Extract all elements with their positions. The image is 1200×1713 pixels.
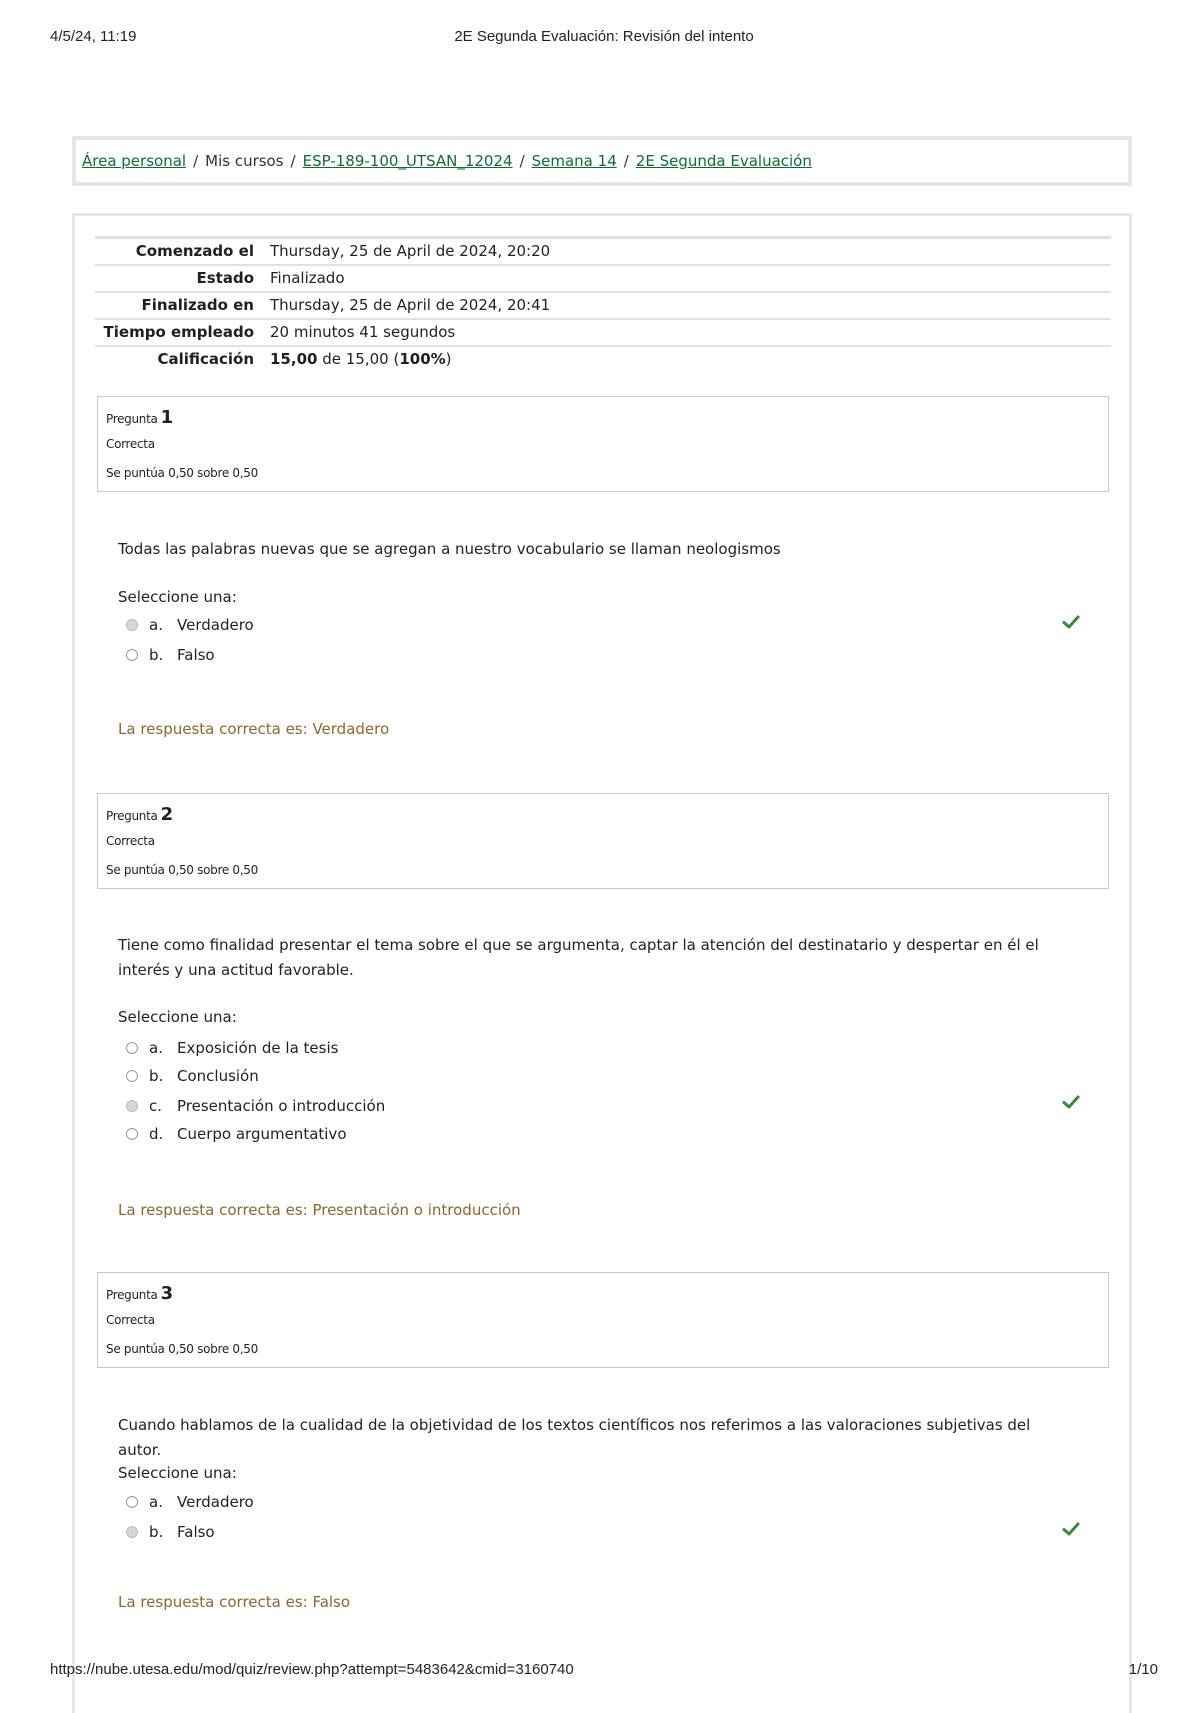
summary-row-finished [95,292,1111,319]
option-label: Conclusión [177,1067,259,1085]
print-page-number: 1/10 [1128,1661,1158,1678]
print-datetime: 4/5/24, 11:19 [50,28,137,45]
option-label: Verdadero [177,616,254,634]
summary-value: Finalizado [270,269,345,287]
question-3-text: Cuando hablamos de la cualidad de la objetividad de los textos científicos nos referimos a las valoraciones subjetivas del autor. [118,1416,1031,1459]
question-2-right-answer: La respuesta correcta es: Presentación o introducción [118,1201,521,1219]
option-label: Falso [177,646,215,664]
summary-row-time [95,319,1111,346]
summary-value [254,346,1111,372]
question-3-info [97,1272,1109,1368]
question-3-prompt: Seleccione una: [118,1464,237,1482]
question-label: Pregunta [106,412,158,426]
breadcrumb-course[interactable]: ESP-189-100_UTSAN_12024 [302,152,513,170]
option-letter: a. [149,1493,163,1511]
grade-score: 15,00 [270,350,318,368]
question-3-right-answer: La respuesta correcta es: Falso [118,1593,351,1611]
option-label: Exposición de la tesis [177,1039,339,1057]
radio-unselected[interactable] [126,1128,138,1140]
correct-check-icon [1062,1520,1080,1538]
summary-value: Thursday, 25 de April de 2024, 20:20 [270,242,551,260]
option-letter: d. [149,1125,164,1143]
attempt-summary-table [95,236,1111,372]
question-number-value: 3 [160,1283,174,1304]
breadcrumb-week[interactable]: Semana 14 [531,152,617,170]
option-letter: b. [149,646,164,664]
summary-label: Tiempo empleado [103,323,254,341]
grade-of-text: de 15,00 ( [322,350,400,368]
summary-label: Estado [196,269,254,287]
question-number-value: 2 [160,804,174,825]
question-2-option-a[interactable] [126,1038,338,1058]
radio-selected[interactable] [126,619,138,631]
question-2-option-c[interactable] [126,1096,385,1116]
option-letter: a. [149,616,163,634]
print-title: 2E Segunda Evaluación: Revisión del intento [454,28,754,45]
option-letter: b. [149,1067,164,1085]
option-letter: b. [149,1523,164,1541]
breadcrumb-separator: / [290,152,296,170]
question-1-info [97,396,1109,492]
option-letter: a. [149,1039,163,1057]
print-header [50,28,1158,48]
question-3-option-a[interactable] [126,1492,254,1512]
summary-label: Comenzado el [135,242,254,260]
question-state: Correcta [106,1313,155,1327]
option-label: Verdadero [177,1493,254,1511]
breadcrumb-separator: / [193,152,199,170]
breadcrumb-separator: / [519,152,525,170]
question-state: Correcta [106,834,155,848]
correct-check-icon [1062,613,1080,631]
radio-unselected[interactable] [126,649,138,661]
question-2-prompt: Seleccione una: [118,1008,237,1026]
option-label: Presentación o introducción [177,1097,386,1115]
grade-percent: 100% [399,350,446,368]
option-label: Cuerpo argumentativo [177,1125,347,1143]
breadcrumb-mis-cursos: Mis cursos [205,152,284,170]
radio-unselected[interactable] [126,1496,138,1508]
question-1-right-answer: La respuesta correcta es: Verdadero [118,720,390,738]
summary-row-started [95,238,1111,266]
summary-row-state [95,265,1111,292]
print-footer [50,1661,1158,1681]
question-2-text: Tiene como finalidad presentar el tema sobre el que se argumenta, captar la atención del destinatario y despertar en él el interés y una actitud favorable. [118,936,1039,979]
correct-check-icon [1062,1093,1080,1111]
question-grade: Se puntúa 0,50 sobre 0,50 [106,466,258,480]
print-url: https://nube.utesa.edu/mod/quiz/review.php?attempt=5483642&cmid=3160740 [50,1661,574,1678]
question-1-text: Todas las palabras nuevas que se agregan a nuestro vocabulario se llaman neologismos [118,540,781,558]
radio-unselected[interactable] [126,1042,138,1054]
question-grade: Se puntúa 0,50 sobre 0,50 [106,863,258,877]
question-2-info [97,793,1109,889]
breadcrumb-separator: / [623,152,629,170]
summary-value: 20 minutos 41 segundos [270,323,456,341]
breadcrumb-area-personal[interactable]: Área personal [82,152,187,170]
summary-label: Calificación [157,350,254,368]
question-3-option-b[interactable] [126,1522,215,1542]
option-letter: c. [149,1097,163,1115]
question-2-option-b[interactable] [126,1066,259,1086]
question-2-option-d[interactable] [126,1124,347,1144]
question-number [106,804,173,825]
breadcrumb [72,136,1132,186]
option-label: Falso [177,1523,215,1541]
summary-label: Finalizado en [141,296,254,314]
summary-value: Thursday, 25 de April de 2024, 20:41 [270,296,551,314]
summary-row-grade [95,346,1111,372]
question-1-prompt: Seleccione una: [118,588,237,606]
question-state: Correcta [106,437,155,451]
question-1-option-a[interactable] [126,615,254,635]
breadcrumb-quiz[interactable]: 2E Segunda Evaluación [635,152,812,170]
radio-selected[interactable] [126,1100,138,1112]
question-1-option-b[interactable] [126,645,215,665]
question-label: Pregunta [106,809,158,823]
question-label: Pregunta [106,1288,158,1302]
grade-close: ) [445,350,452,368]
radio-unselected[interactable] [126,1070,138,1082]
question-number-value: 1 [160,407,174,428]
radio-selected[interactable] [126,1526,138,1538]
question-grade: Se puntúa 0,50 sobre 0,50 [106,1342,258,1356]
question-number [106,407,173,428]
question-number [106,1283,173,1304]
